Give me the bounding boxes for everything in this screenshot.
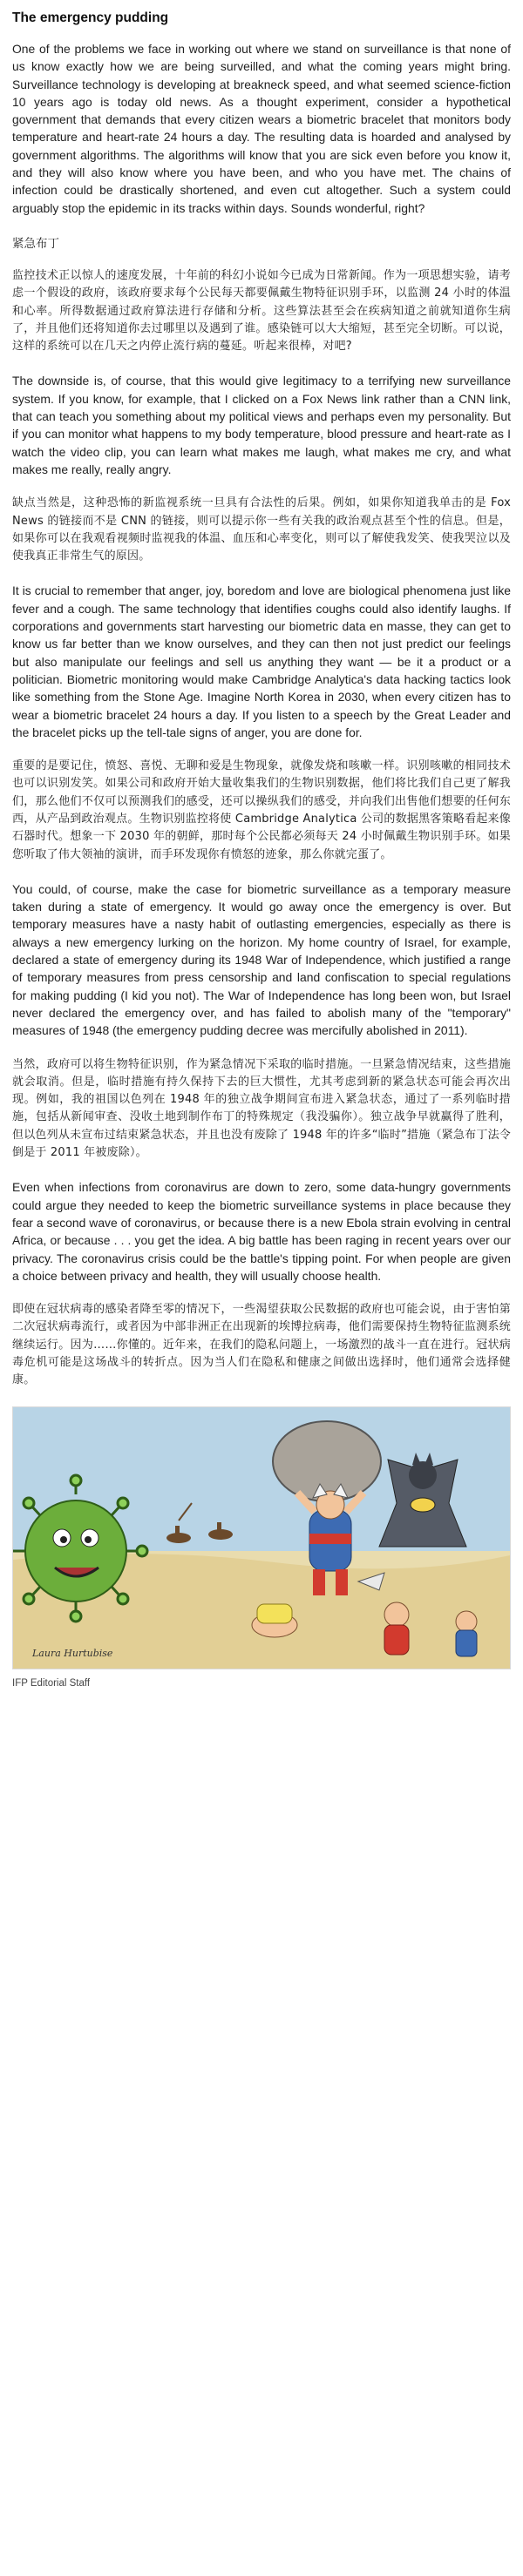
editorial-credit: IFP Editorial Staff xyxy=(12,1677,91,1689)
paragraph-en-3: It is crucial to remember that anger, joy, boredom and love are biological phenomena just like fever and a cough. The same technology that identifies coughs could also identify laughs. If corporations and governments start harvesting our biometric data en masse, they can get to know us far better than we know ourselves, and they can then not just predict our feelings but also manipulate our feelings and sell us anything they want — be it a product or a politician. Biometric monitoring would make Cambridge Analytica's data hacking tactics look like something from the Stone Age. Imagine North Korea in 2030, when every citizen has to wear a biometric bracelet 24 hours a day. If you listen to a speech by the Great Leader and the bracelet picks up the tell-tale signs of anger, you are done for. xyxy=(12,583,511,739)
paragraph-zh-2: 缺点当然是，这种恐怖的新监视系统一旦具有合法性的后果。例如，如果你知道我单击的是 Fox News 的链接而不是 CNN 的链接，则可以提示你一些有关我的政治观点甚至个性的信息。但是，如果你可以在我观看视频时监视我的体温、血压和心率变化，则可以了解使我发笑、使我哭泣以及使我真正非常生气的原因。 xyxy=(12,496,511,563)
editorial-cartoon xyxy=(12,1406,511,1669)
paragraph-zh-4: 当然，政府可以将生物特征识别，作为紧急情况下采取的临时措施。一旦紧急情况结束，这些措施就会取消。但是，临时措施有持久保持下去的巨大惯性，尤其考虑到新的紧急状态可能会再次出现。例如，我的祖国以色列在 1948 年的独立战争期间宣布进入紧急状态，通过了一系列临时措施，包括从新闻审查、没收土地到制作布丁的特殊规定（我没骗你）。独立战争早就赢得了胜利，但以色列从未宣布过结束紧急状态，并且也没有废除了 1948 年的许多“临时”措施（紧急布丁法令倒是于 2011 年被废除）。 xyxy=(12,1057,511,1160)
paragraph-en-4: You could, of course, make the case for biometric surveillance as a temporary measure taken during a state of emergency. It would go away once the emergency is over. But temporary measures have a nasty habit of outlasting emergencies, especially as there is always a new emergency lurking on the horizon. My home country of Israel, for example, declared a state of emergency during its 1948 War of Independence, which justified a range of temporary measures from press censorship and land confiscation to special regulations for making pudding (I kid you not). The War of Independence has long been won, but Israel never declared the emergency over, and has failed to abolish many of the "temporary" measures of 1948 (the emergency pudding decree was mercifully abolished in 2011). xyxy=(12,881,511,1038)
paragraph-zh-3: 重要的是要记住，愤怒、喜悦、无聊和爱是生物现象，就像发烧和咳嗽一样。识别咳嗽的相同技术也可以识别发笑。如果公司和政府开始大量收集我们的生物识别数据，他们将比我们自己更了解我们，那么他们不仅可以预测我们的感受，还可以操纵我们的感受，并向我们出售他们想要的任何东西，从产品到政治观点。生物识别监控将使 Cambridge Analytica 公司的数据黑客策略看起来像石器时代。想象一下 2030 年的朝鲜，那时每个公民都必须每天 24 小时佩戴生物识别手环。如果您听取了伟大领袖的演讲，而手环发现你有愤怒的迹象，那么你就完蛋了。 xyxy=(12,759,511,861)
paragraph-zh-1: 监控技术正以惊人的速度发展，十年前的科幻小说如今已成为日常新闻。作为一项思想实验，请考虑一个假设的政府，该政府要求每个公民每天都要佩戴生物特征识别手环，以监测 24 小时的体温和心率。所得数据通过政府算法进行存储和分析。这些算法甚至会在疾病知道之前就知道你生病了，并且他们还将知道你去过哪里以及遇到了谁。感染链可以大大缩短，甚至完全切断。可以说，这样的系统可以在几天之内停止流行病的蔓延。听起来很棒，对吧? xyxy=(12,268,511,354)
cartoon-signature: Laura Hurtubise xyxy=(32,1647,113,1659)
paragraph-en-5: Even when infections from coronavirus are down to zero, some data-hungry governments could argue they needed to keep the biometric surveillance systems in place because they fear a second wave of coronavirus, or because there is a new Ebola strain evolving in central Africa, or because . . . you get the idea. A big battle has been raging in recent years over our privacy. The coronavirus crisis could be the battle's tipping point. For when people are given a choice between privacy and health, they will usually choose health. xyxy=(12,1180,511,1283)
paragraph-en-2: The downside is, of course, that this would give legitimacy to a terrifying new surveillance system. If you know, for example, that I clicked on a Fox News link rather than a CNN link, that can teach you something about my political views and perhaps even my personality. But if you can monitor what happens to my body temperature, blood pressure and heart-rate as I watch the video clip, you can learn what makes me laugh, what makes me cry, and what makes me really, really angry. xyxy=(12,374,511,476)
paragraph-zh-5: 即使在冠状病毒的感染者降至零的情况下，一些渴望获取公民数据的政府也可能会说，由于害怕第二次冠状病毒流行，或者因为中部非洲正在出现新的埃博拉病毒，他们需要保持生物特征监测系统继续运行。因为……你懂的。近年来，在我们的隐私问题上，一场激烈的战斗一直在进行。冠状病毒危机可能是这场战斗的转折点。因为当人们在隐私和健康之间做出选择时，他们通常会选择健康。 xyxy=(12,1303,511,1387)
paragraph-en-1: One of the problems we face in working out where we stand on surveillance is that none of us know exactly how we are being surveilled, and what the coming years might bring. Surveillance technology is developing at breakneck speed, and what seemed science-fiction 10 years ago is today old news. As a thought experiment, consider a hypothetical government that demands that every citizen wears a biometric bracelet that monitors body temperature and heart-rate 24 hours a day. The resulting data is hoarded and analysed by government algorithms. The algorithms will know that you are sick even before you know it, and they will also know where you have been, and who you have met. The chains of infection could be drastically shortened, and even cut altogether. Such a system could arguably stop the epidemic in its tracks within days. Sounds wonderful, right? xyxy=(12,42,511,215)
subheading-zh: 紧急布丁 xyxy=(12,236,59,251)
article-title: The emergency pudding xyxy=(12,10,169,25)
